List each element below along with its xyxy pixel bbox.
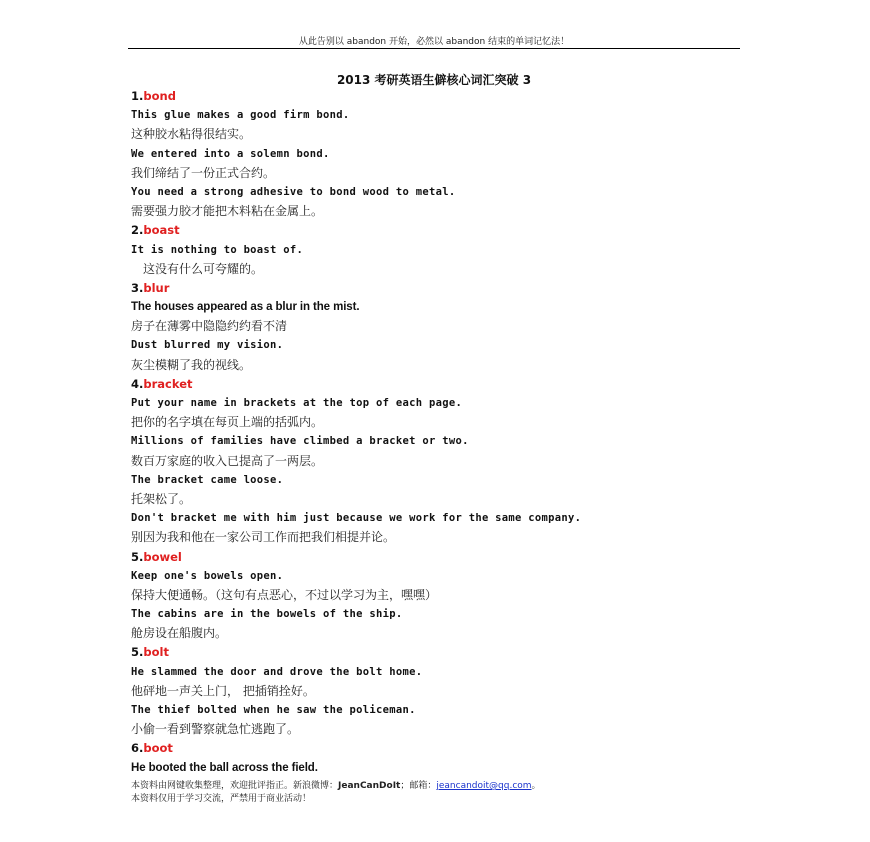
english-example: The cabins are in the bowels of the ship. [131,608,403,621]
vocabulary-list [131,87,741,778]
entry-heading [131,548,741,567]
english-example: We entered into a solemn bond. [131,147,330,160]
page-footer [131,780,751,806]
entry-number: 6. [131,741,144,756]
entry-number: 5. [131,645,144,660]
entry-word: bowel [143,549,182,564]
english-example: He booted the ball across the field. [131,761,318,774]
entry-word: boast [143,223,180,238]
entry-word: bond [143,89,176,103]
chinese-translation: 保持大便通畅。（这句有点恶心，不过以学习为主，嘿嘿） [131,587,438,602]
page-header-text: 从此告别以 abandon 开始，必然以 abandon 结束的单词记忆法！ [298,37,570,47]
chinese-translation: 需要强力胶才能把木料粘在金属上。 [131,204,324,219]
email-link[interactable]: jeancandoit@qq.com [436,781,532,791]
entry-word: boot [143,741,173,756]
entry-word: blur [143,280,170,295]
footer-email-label: ；邮箱： [400,781,437,791]
english-example: He slammed the door and drove the bolt home. [131,665,423,678]
english-example: Keep one's bowels open. [131,569,284,582]
entry-heading [131,375,741,394]
entry-number: 1. [131,89,144,103]
chinese-translation: 这种胶水粘得很结实。 [131,127,252,142]
entry-heading [131,221,741,240]
chinese-translation: 别因为我和他在一家公司工作而把我们相提并论。 [131,530,396,545]
english-example: Dust blurred my vision. [131,339,284,352]
document-title: 2013 考研英语生僻核心词汇突破 3 [336,73,532,87]
entry-word: bolt [143,645,169,660]
chinese-translation: 房子在薄雾中隐隐约约看不清 [131,319,288,334]
chinese-translation: 托架松了。 [131,491,192,506]
footer-line-1 [131,780,751,793]
footer-end-mark: 。 [531,781,541,791]
chinese-translation: 数百万家庭的收入已提高了一两层。 [131,453,324,468]
chinese-translation: 这没有什么可夸耀的。 [143,261,264,276]
entry-number: 4. [131,376,144,391]
english-example: The bracket came loose. [131,473,284,486]
footer-line-2: 本资料仅用于学习交流，严禁用于商业活动！ [131,794,312,804]
entry-word: bracket [143,376,193,391]
english-example: Don't bracket me with him just because we work for the same company. [131,512,582,525]
chinese-translation: 小偷一看到警察就急忙逃跑了。 [131,722,300,737]
chinese-translation: 他砰地一声关上门， 把插销拴好。 [131,683,315,698]
english-example: This glue makes a good firm bond. [131,109,350,122]
entry-heading [131,279,741,298]
english-example: Millions of families have climbed a bracket or two. [131,435,469,448]
english-example: The houses appeared as a blur in the mist. [131,301,360,314]
english-example: You need a strong adhesive to bond wood to metal. [131,185,456,198]
weibo-handle: JeanCanDoIt [338,781,401,791]
entry-number: 3. [131,280,144,295]
english-example: The thief bolted when he saw the policeman. [131,704,416,716]
footer-intro: 本资料由网键收集整理，欢迎批评指正。新浪微博： [131,781,339,791]
english-example: Put your name in brackets at the top of each page. [131,397,463,409]
chinese-translation: 灰尘模糊了我的视线。 [131,357,252,372]
chinese-translation: 舱房设在船腹内。 [131,626,228,641]
entry-heading [131,87,741,106]
entry-number: 2. [131,223,144,238]
english-example: It is nothing to boast of. [131,243,304,256]
chinese-translation: 把你的名字填在每页上端的括弧内。 [131,415,324,430]
entry-heading [131,739,741,758]
entry-heading [131,643,741,662]
chinese-translation: 我们缔结了一份正式合约。 [131,165,276,180]
entry-number: 5. [131,549,144,564]
header-divider [128,48,740,49]
